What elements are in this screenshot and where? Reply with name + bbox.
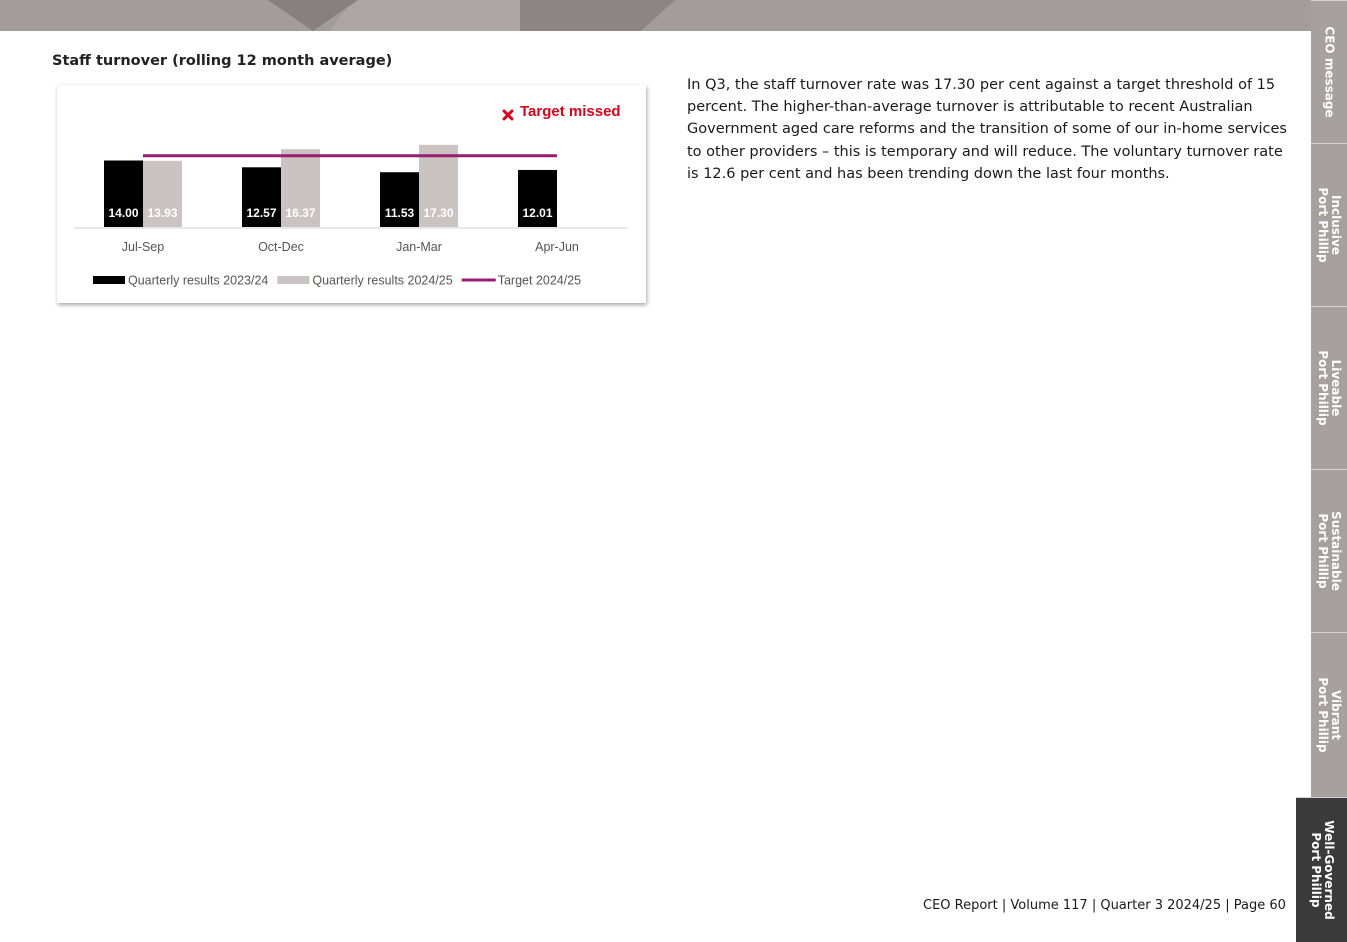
page-footer: CEO Report | Volume 117 | Quarter 3 2024/25 | Page 60 (923, 898, 1286, 913)
legend-label: Quarterly results 2023/24 (128, 273, 269, 288)
tab-ceo-message[interactable] (1311, 0, 1347, 143)
category-label: Jan-Mar (396, 240, 442, 254)
data-label: 17.30 (423, 206, 454, 220)
data-label: 12.57 (246, 206, 277, 220)
tab-vibrant-port-phillip[interactable] (1311, 632, 1347, 797)
tab-label: Inclusive Port Phillip (1316, 187, 1343, 263)
tab-liveable-port-phillip[interactable] (1311, 306, 1347, 469)
tab-label: Vibrant Port Phillip (1316, 677, 1343, 753)
category-label: Apr-Jun (535, 240, 579, 254)
status-text: Target missed (520, 103, 621, 120)
tab-label: Well-Governed Port Phillip (1308, 820, 1336, 920)
data-label: 11.53 (384, 206, 415, 220)
data-label: 13.93 (147, 206, 178, 220)
category-label: Jul-Sep (121, 240, 165, 254)
tab-label: CEO message (1322, 26, 1337, 118)
legend-label: Quarterly results 2024/25 (312, 273, 453, 288)
legend-swatch (93, 276, 125, 284)
section-title: Staff turnover (rolling 12 month average) (52, 53, 393, 69)
header-banner (0, 0, 1313, 31)
tab-inclusive-port-phillip[interactable] (1311, 143, 1347, 306)
x-mark-icon (504, 111, 512, 119)
tab-well-governed-port-phillip[interactable] (1296, 797, 1347, 942)
legend-swatch (277, 276, 309, 284)
tab-sustainable-port-phillip[interactable] (1311, 469, 1347, 632)
commentary-paragraph: In Q3, the staff turnover rate was 17.30 per cent against a target threshold of 15 percent. The higher-than-average turnover is attributable to recent Australian Government aged care reforms and the transition of some of our in-home services to other providers – this is temporary and will reduce. The voluntary turnover rate is 12.6 per cent and has been trending down the last four months. (687, 77, 1287, 182)
chart-canvas (57, 85, 646, 303)
tab-label: Liveable Port Phillip (1316, 350, 1343, 426)
legend-label: Target 2024/25 (497, 273, 582, 288)
tab-label: Sustainable Port Phillip (1316, 511, 1343, 591)
banner-decoration (268, 0, 358, 31)
banner-decoration (330, 0, 520, 31)
banner-decoration (520, 0, 675, 31)
category-label: Oct-Dec (258, 240, 304, 254)
data-label: 12.01 (522, 206, 553, 220)
data-label: 16.37 (285, 206, 316, 220)
data-label: 14.00 (108, 206, 139, 220)
section-tabs (1308, 0, 1347, 941)
turnover-chart (57, 85, 646, 303)
